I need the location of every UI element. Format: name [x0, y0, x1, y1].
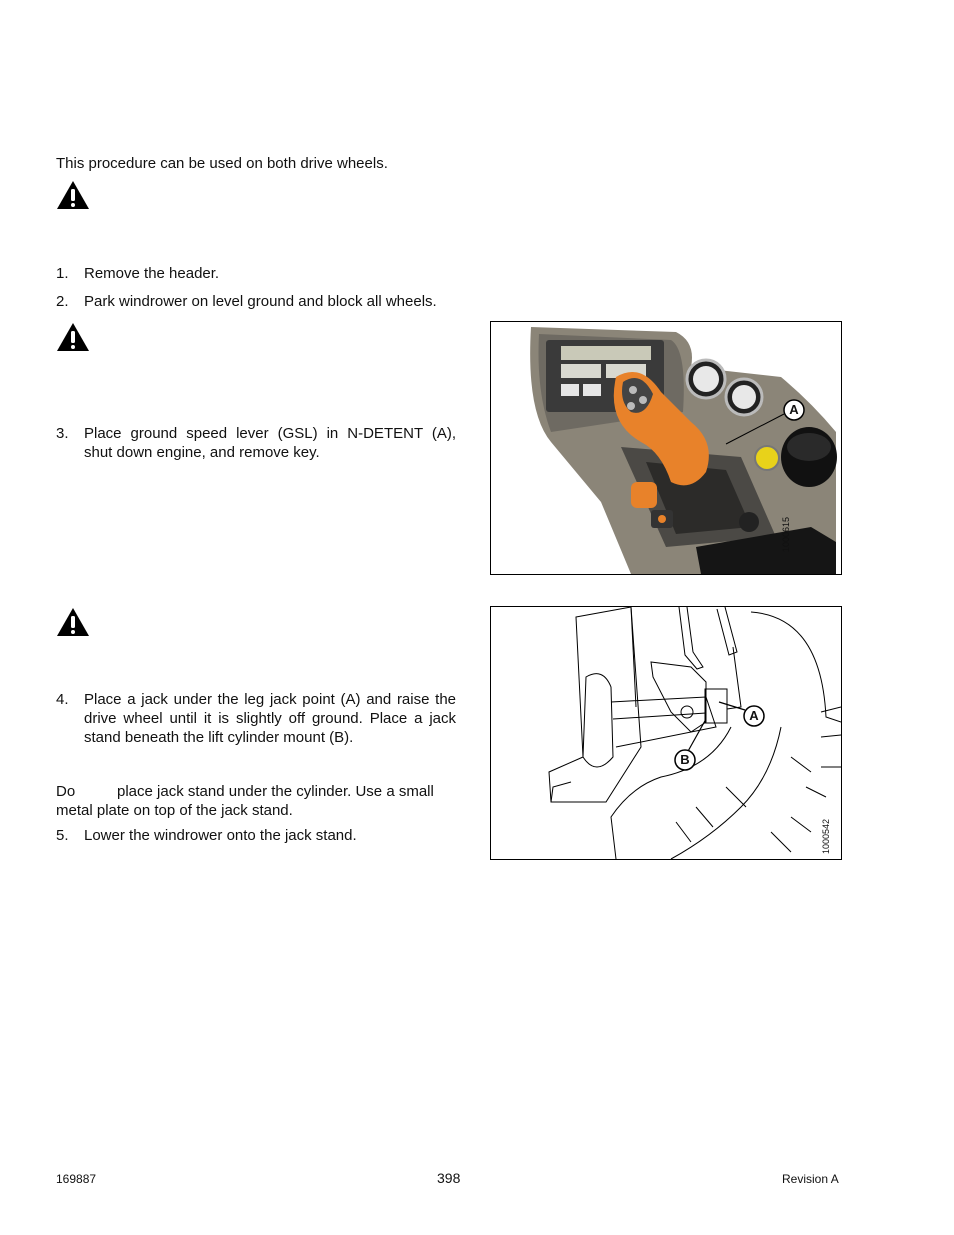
- step-text-line: drive wheel until it is slightly off ground. Place a jack: [84, 710, 456, 727]
- step-number: 4.: [56, 691, 69, 708]
- step-text: Lower the windrower onto the jack stand.: [84, 827, 357, 844]
- step-text-line: Place ground speed lever (GSL) in N-DETENT (A),: [84, 425, 456, 442]
- list-item: [56, 424, 456, 464]
- callout-a-label: A: [749, 708, 759, 723]
- step-text-line: shut down engine, and remove key.: [84, 444, 320, 461]
- intro-text: This procedure can be used on both drive wheels.: [56, 155, 388, 172]
- warning-triangle-icon: [56, 322, 90, 352]
- warning-triangle-icon: [56, 607, 90, 637]
- step-text: Remove the header.: [84, 265, 220, 282]
- footer-page-number: 398: [437, 1170, 461, 1186]
- step-number: 2.: [56, 293, 69, 310]
- step-text-line: Place a jack under the leg jack point (A) and raise the: [84, 691, 456, 708]
- footer-revision: Revision A: [782, 1172, 839, 1186]
- figure-console: [490, 321, 842, 575]
- step-number: 5.: [56, 827, 69, 844]
- note-text-line2: metal plate on top of the jack stand.: [56, 802, 293, 819]
- warning-triangle-icon: [56, 180, 90, 210]
- callout-a-label: A: [789, 402, 799, 417]
- list-item: [56, 690, 456, 750]
- figure-id: 1000542: [821, 818, 831, 854]
- note-prefix: Do: [56, 783, 76, 800]
- note-text: place jack stand under the cylinder. Use a small: [117, 783, 434, 800]
- footer-doc-number: 169887: [56, 1172, 97, 1186]
- step-text-line: stand beneath the lift cylinder mount (B).: [84, 729, 354, 746]
- callout-b-label: B: [680, 752, 690, 767]
- step-text: Park windrower on level ground and block all wheels.: [84, 293, 437, 310]
- figure-id: 1000615: [781, 516, 791, 552]
- step-number: 3.: [56, 425, 69, 442]
- step-number: 1.: [56, 265, 69, 282]
- callout-layer-2: [491, 607, 841, 859]
- figure-jack-point: [490, 606, 842, 860]
